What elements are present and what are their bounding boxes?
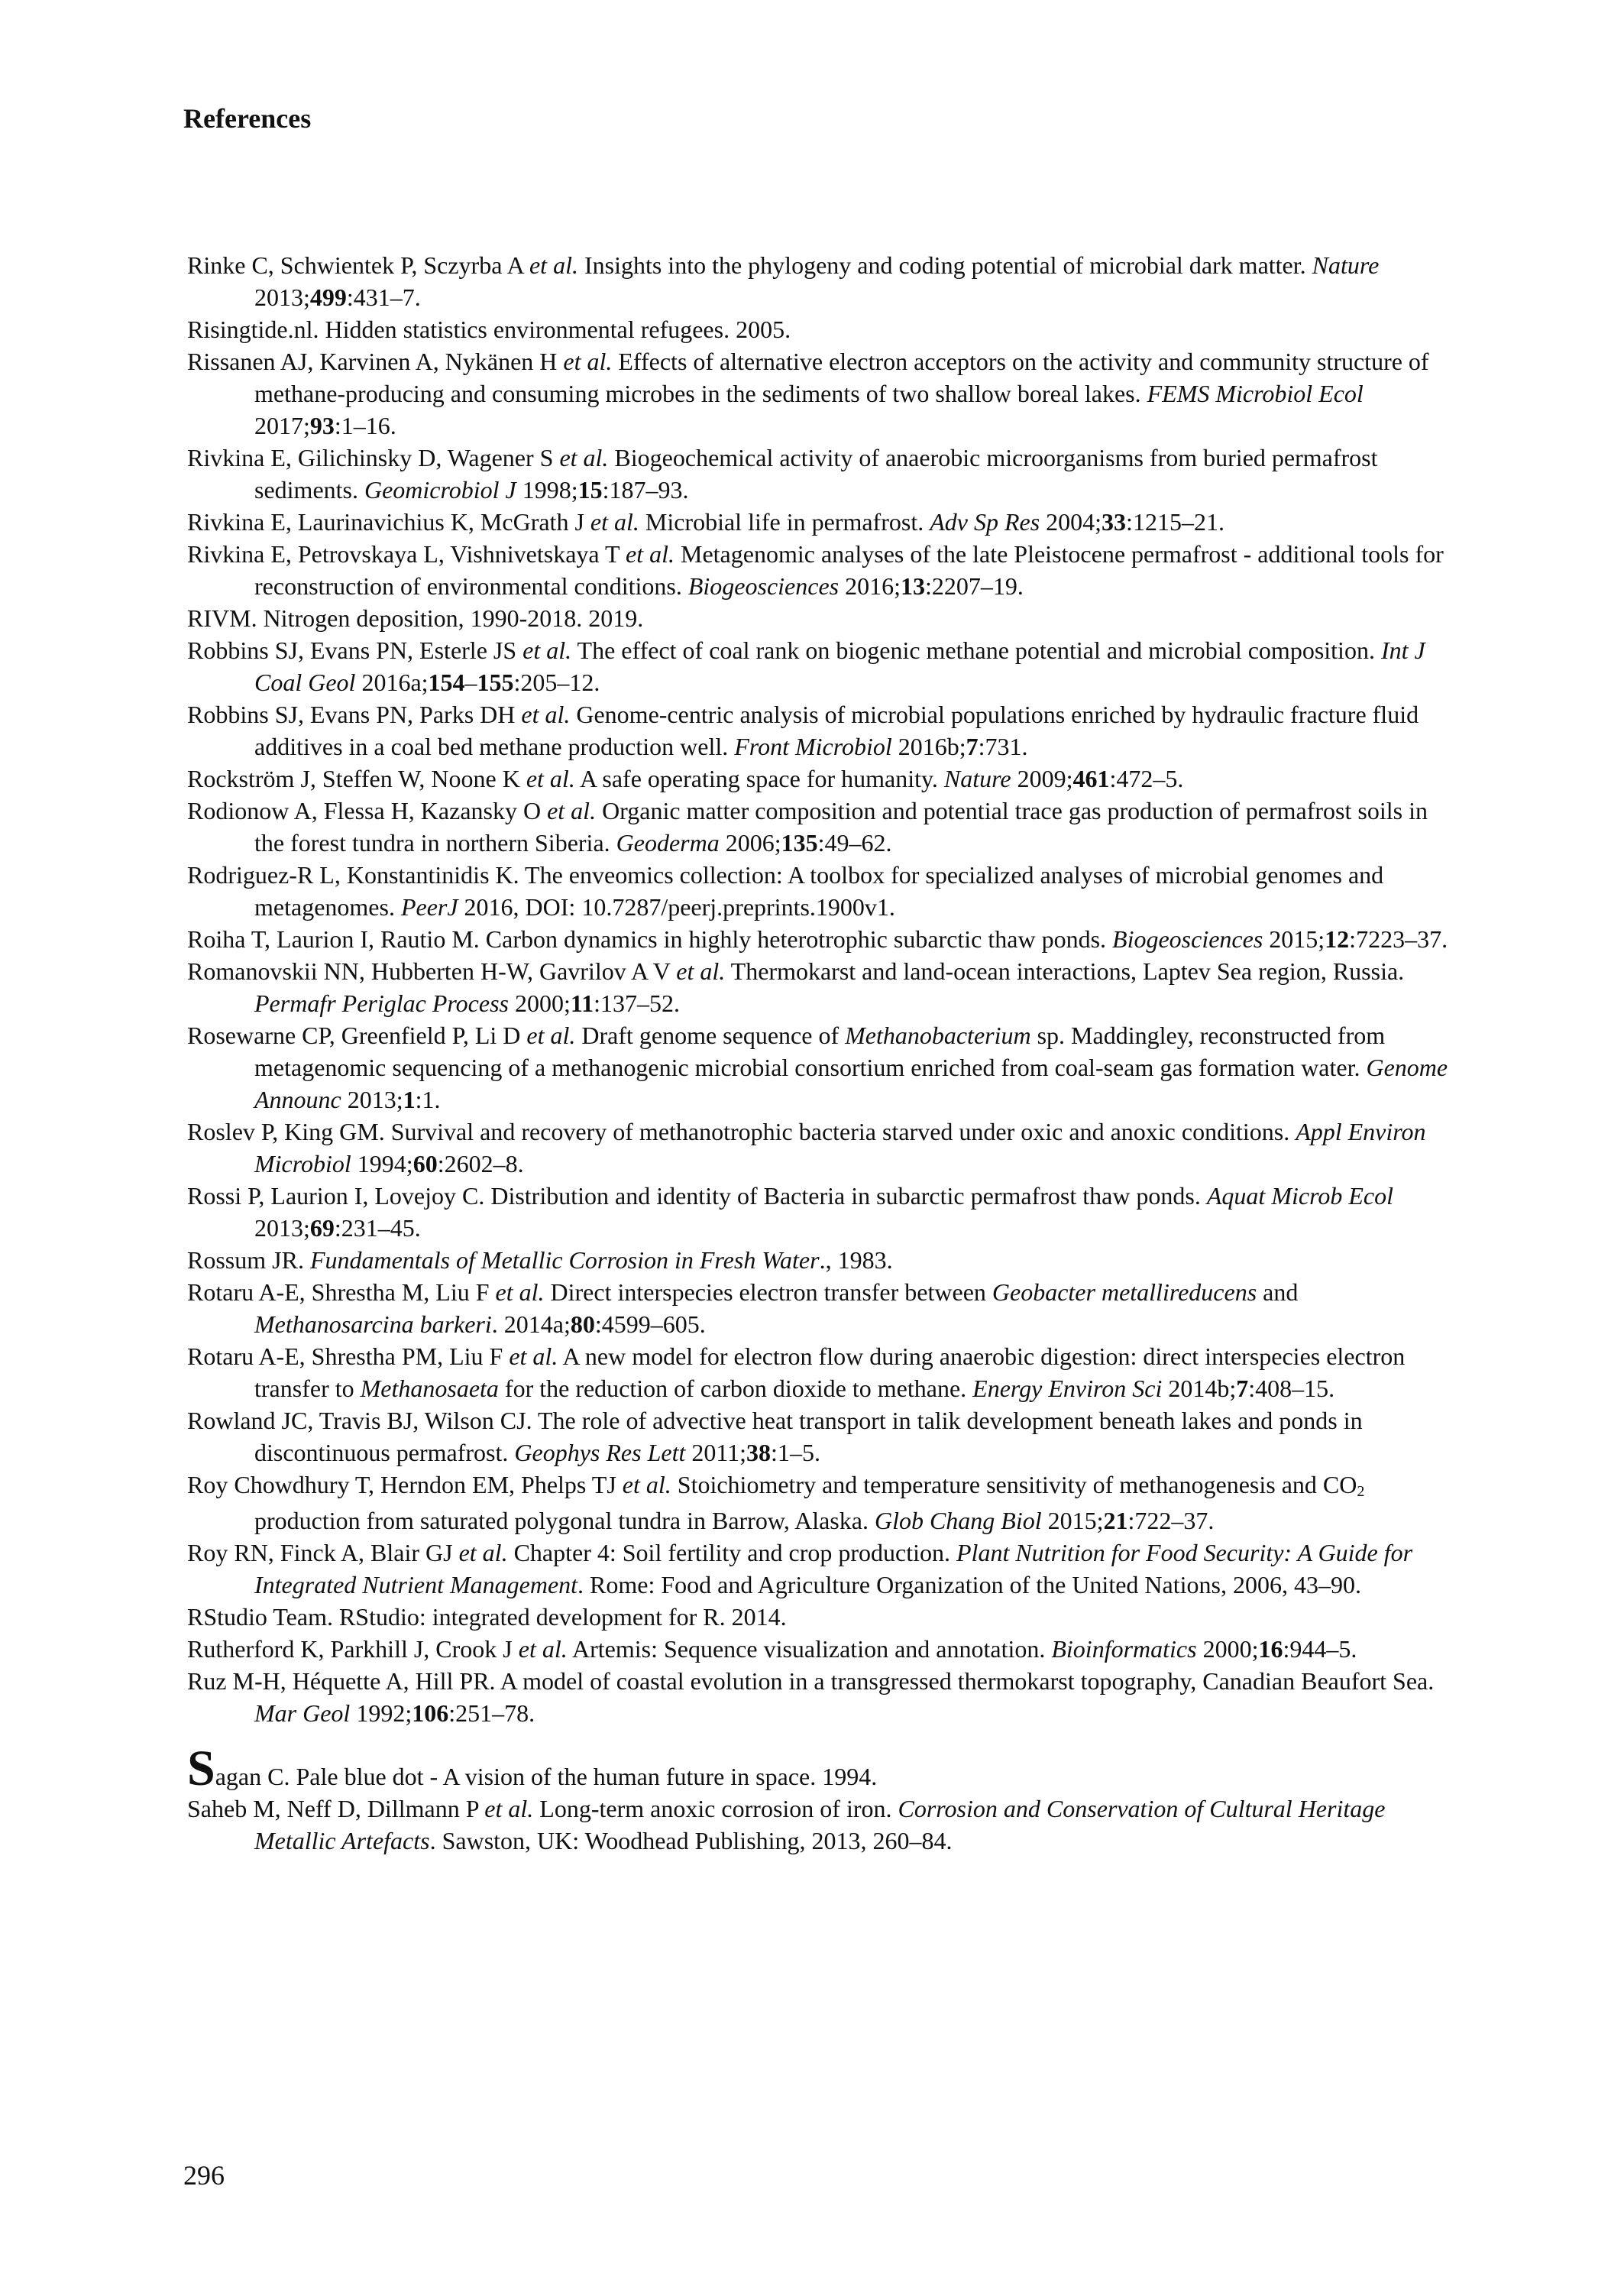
ref-text: Draft genome sequence of <box>575 1022 846 1049</box>
ref-volume: 33 <box>1102 508 1127 536</box>
ref-italic: Geoderma <box>616 829 720 857</box>
ref-volume: 80 <box>570 1310 595 1338</box>
ref-text: Insights into the phylogeny and coding potential of microbial dark matter. <box>577 251 1312 279</box>
ref-text: production from saturated polygonal tundra in Barrow, Alaska. <box>254 1507 875 1534</box>
ref-text: Rutherford K, Parkhill J, Crook J <box>187 1635 519 1663</box>
ref-text: RIVM. Nitrogen deposition, 1990-2018. 2019. <box>187 604 644 632</box>
reference-entry <box>187 1404 1455 1469</box>
ref-text: Robbins SJ, Evans PN, Parks DH <box>187 701 522 728</box>
ref-dropcap: S <box>187 1741 215 1796</box>
reference-entry <box>187 698 1455 763</box>
ref-italic: Nature <box>1312 251 1380 279</box>
ref-italic: et al. <box>509 1342 558 1370</box>
ref-italic: Genome Announc <box>254 1054 1448 1113</box>
ref-text: Rotaru A-E, Shrestha M, Liu F <box>187 1278 496 1306</box>
ref-text: . 2014a; <box>491 1310 571 1338</box>
ref-italic: et al. <box>518 1635 568 1663</box>
ref-text: Metagenomic analyses of the late Pleistocene permafrost - additional tools for reconstruction of environmental conditions. <box>254 540 1444 600</box>
reference-list <box>187 249 1455 1857</box>
ref-text: Organic matter composition and potential trace gas production of permafrost soils in the forest tundra in northern Siberia. <box>254 797 1428 857</box>
ref-text: 1992; <box>350 1699 412 1727</box>
ref-text: ., 1983. <box>819 1246 893 1274</box>
ref-text: Long-term anoxic corrosion of iron. <box>533 1795 898 1822</box>
ref-text: agan C. Pale blue dot - A vision of the human future in space. 1994. <box>215 1763 878 1790</box>
reference-entry <box>187 1469 1455 1537</box>
reference-entry <box>187 1793 1455 1857</box>
ref-text: 1998; <box>516 476 578 504</box>
ref-text: A new model for electron flow during anaerobic digestion: direct interspecies electron transfer to <box>254 1342 1406 1402</box>
ref-text: Roy Chowdhury T, Herndon EM, Phelps TJ <box>187 1471 623 1498</box>
ref-italic: et al. <box>563 348 613 375</box>
ref-italic: et al. <box>559 444 609 471</box>
ref-volume: 16 <box>1258 1635 1283 1663</box>
ref-text: Effects of alternative electron acceptors on the activity and community structure of methane-producing and consuming microbes in the sediments of two shallow boreal lakes. <box>254 348 1429 407</box>
ref-volume: 7 <box>1236 1375 1249 1402</box>
ref-text: Ruz M-H, Héquette A, Hill PR. A model of coastal evolution in a transgressed thermokarst topography, Canadian Beaufort Sea. <box>187 1667 1435 1695</box>
ref-volume: 12 <box>1325 925 1350 953</box>
reference-entry <box>187 345 1455 442</box>
ref-text: 2013; <box>341 1086 403 1113</box>
ref-text: :2602–8. <box>437 1150 524 1177</box>
ref-italic: Geobacter metallireducens <box>992 1278 1257 1306</box>
ref-italic: Permafr Periglac Process <box>254 989 509 1017</box>
ref-text: :7223–37. <box>1349 925 1448 953</box>
ref-text: . Sawston, UK: Woodhead Publishing, 2013, 260–84. <box>429 1827 953 1854</box>
ref-italic: et al. <box>590 508 639 536</box>
ref-text: Genome-centric analysis of microbial populations enriched by hydraulic fracture fluid additives in a coal bed methane production well. <box>254 701 1419 760</box>
ref-italic: Geomicrobiol J <box>364 476 516 504</box>
ref-text: Rinke C, Schwientek P, Sczyrba A <box>187 251 529 279</box>
ref-text: :944–5. <box>1283 1635 1357 1663</box>
ref-italic: Adv Sp Res <box>930 508 1040 536</box>
ref-italic: FEMS Microbiol Ecol <box>1147 380 1364 407</box>
reference-entry <box>187 1244 1455 1276</box>
ref-italic: Mar Geol <box>254 1699 351 1727</box>
reference-entry <box>187 1537 1455 1601</box>
ref-italic: et al. <box>626 540 675 568</box>
ref-italic: Bioinformatics <box>1051 1635 1197 1663</box>
ref-text: Rivkina E, Petrovskaya L, Vishnivetskaya T <box>187 540 626 568</box>
ref-text: and <box>1257 1278 1299 1306</box>
ref-text: 2017; <box>254 412 310 439</box>
ref-text: :49–62. <box>817 829 892 857</box>
ref-text: Rivkina E, Gilichinsky D, Wagener S <box>187 444 560 471</box>
ref-italic: et al. <box>526 765 575 792</box>
ref-italic: Plant Nutrition for Food Security: A Guide for Integrated Nutrient Management <box>254 1539 1413 1598</box>
ref-volume: 461 <box>1072 765 1110 792</box>
reference-entry <box>187 795 1455 859</box>
ref-italic: Energy Environ Sci <box>972 1375 1163 1402</box>
ref-volume: 154 <box>428 669 465 696</box>
ref-volume: 11 <box>570 989 594 1017</box>
ref-text: Rockström J, Steffen W, Noone K <box>187 765 526 792</box>
ref-italic: Corrosion and Conservation of Cultural Heritage Metallic Artefacts <box>254 1795 1386 1854</box>
ref-italic: Nature <box>943 765 1011 792</box>
ref-text: Thermokarst and land-ocean interactions, Laptev Sea region, Russia. <box>725 957 1405 985</box>
ref-text: :731. <box>978 733 1028 760</box>
ref-text: sp. Maddingley, reconstructed from metagenomic sequencing of a methanogenic microbial consortium enriched from coal-seam gas formation water. <box>254 1022 1386 1081</box>
ref-text: :231–45. <box>334 1214 421 1242</box>
ref-volume: 1 <box>403 1086 416 1113</box>
ref-italic: et al. <box>495 1278 545 1306</box>
ref-subscript: 2 <box>1357 1483 1365 1500</box>
ref-text: Rissanen AJ, Karvinen A, Nykänen H <box>187 348 564 375</box>
reference-entry <box>187 313 1455 345</box>
ref-volume: 93 <box>309 412 335 439</box>
ref-italic: et al. <box>526 1022 576 1049</box>
ref-text: 2016a; <box>355 669 429 696</box>
ref-text: 2011; <box>685 1439 747 1466</box>
page-heading: References <box>183 103 312 134</box>
ref-text: The effect of coal rank on biogenic methane potential and microbial composition. <box>571 636 1381 664</box>
reference-entry <box>187 1601 1455 1633</box>
reference-entry <box>187 923 1455 955</box>
ref-text: Rotaru A-E, Shrestha PM, Liu F <box>187 1342 510 1370</box>
ref-italic: et al. <box>547 797 597 824</box>
ref-volume: 155 <box>477 669 514 696</box>
reference-entry <box>187 602 1455 634</box>
ref-text: – <box>464 669 477 696</box>
ref-volume: 15 <box>577 476 603 504</box>
ref-text: Romanovskii NN, Hubberten H-W, Gavrilov A V <box>187 957 677 985</box>
ref-italic: Int J Coal Geol <box>254 636 1425 696</box>
ref-italic: Geophys Res Lett <box>514 1439 686 1466</box>
ref-italic: et al. <box>458 1539 508 1566</box>
ref-text: :1. <box>415 1086 441 1113</box>
ref-italic: Biogeosciences <box>1112 925 1263 953</box>
ref-italic: Fundamentals of Metallic Corrosion in Fresh Water <box>309 1246 820 1274</box>
ref-volume: 13 <box>901 572 925 600</box>
reference-entry <box>187 1665 1455 1729</box>
ref-text: Stoichiometry and temperature sensitivity of methanogenesis and CO <box>671 1471 1357 1498</box>
ref-italic: et al. <box>622 1471 671 1498</box>
ref-text: :2207–19. <box>925 572 1024 600</box>
ref-text: Roiha T, Laurion I, Rautio M. Carbon dynamics in highly heterotrophic subarctic thaw ponds. <box>187 925 1113 953</box>
ref-volume: 7 <box>966 733 979 760</box>
ref-text: 2000; <box>1196 1635 1259 1663</box>
ref-text: Saheb M, Neff D, Dillmann P <box>187 1795 485 1822</box>
ref-text: 2016, DOI: 10.7287/peerj.preprints.1900v1. <box>458 893 895 921</box>
ref-text: Rivkina E, Laurinavichius K, McGrath J <box>187 508 590 536</box>
ref-text: 2014b; <box>1162 1375 1237 1402</box>
ref-volume: 38 <box>746 1439 772 1466</box>
ref-text: :4599–605. <box>594 1310 706 1338</box>
ref-text: 2013; <box>254 283 310 311</box>
ref-text: Rodriguez-R L, Konstantinidis K. The enveomics collection: A toolbox for specialized analyses of microbial genomes and metagenomes. <box>187 861 1384 921</box>
ref-text: . Rome: Food and Agriculture Organization of the United Nations, 2006, 43–90. <box>577 1571 1361 1598</box>
ref-text: Risingtide.nl. Hidden statistics environmental refugees. 2005. <box>187 316 791 343</box>
ref-text: Rossum JR. <box>187 1246 310 1274</box>
ref-text: Rodionow A, Flessa H, Kazansky O <box>187 797 548 824</box>
ref-italic: Biogeosciences <box>687 572 839 600</box>
ref-text: :1–16. <box>334 412 396 439</box>
ref-text: Chapter 4: Soil fertility and crop production. <box>507 1539 956 1566</box>
ref-text: 2016; <box>839 572 901 600</box>
ref-text: RStudio Team. RStudio: integrated development for R. 2014. <box>187 1603 787 1631</box>
ref-volume: 135 <box>781 829 818 857</box>
ref-text: Roy RN, Finck A, Blair GJ <box>187 1539 459 1566</box>
ref-italic: Appl Environ Microbiol <box>254 1118 1426 1177</box>
reference-entry <box>187 859 1455 923</box>
ref-text: A safe operating space for humanity. <box>574 765 944 792</box>
ref-text: for the reduction of carbon dioxide to methane. <box>498 1375 973 1402</box>
ref-italic: et al. <box>484 1795 534 1822</box>
ref-text: Rosewarne CP, Greenfield P, Li D <box>187 1022 527 1049</box>
reference-entry <box>187 763 1455 795</box>
ref-text: 2006; <box>719 829 781 857</box>
ref-text: :205–12. <box>513 669 600 696</box>
ref-italic: Glob Chang Biol <box>874 1507 1042 1534</box>
reference-entry <box>187 1276 1455 1340</box>
reference-entry <box>187 1741 1455 1796</box>
ref-text: Biogeochemical activity of anaerobic microorganisms from buried permafrost sediments. <box>254 444 1378 504</box>
ref-italic: Methanobacterium <box>845 1022 1031 1049</box>
ref-text: Roslev P, King GM. Survival and recovery of methanotrophic bacteria starved under oxic and anoxic conditions. <box>187 1118 1296 1145</box>
ref-italic: PeerJ <box>400 893 458 921</box>
ref-text: 2015; <box>1263 925 1325 953</box>
ref-text: :722–37. <box>1127 1507 1215 1534</box>
ref-text: Direct interspecies electron transfer between <box>544 1278 992 1306</box>
page-number: 296 <box>183 2160 225 2191</box>
reference-entry <box>187 1340 1455 1404</box>
ref-text: :431–7. <box>346 283 421 311</box>
ref-italic: Methanosarcina barkeri <box>254 1310 492 1338</box>
ref-text: 2004; <box>1040 508 1102 536</box>
ref-text: :251–78. <box>448 1699 535 1727</box>
ref-volume: 21 <box>1103 1507 1128 1534</box>
ref-italic: et al. <box>676 957 726 985</box>
ref-text: :137–52. <box>594 989 680 1017</box>
ref-volume: 499 <box>309 283 347 311</box>
ref-text: Rowland JC, Travis BJ, Wilson CJ. The role of advective heat transport in talik development beneath lakes and ponds in discontinuous permafrost. <box>187 1407 1363 1466</box>
ref-text: 2016b; <box>891 733 966 760</box>
ref-text: 2013; <box>254 1214 310 1242</box>
ref-text: :187–93. <box>602 476 689 504</box>
reference-entry <box>187 538 1455 602</box>
ref-text: :472–5. <box>1109 765 1184 792</box>
ref-italic: et al. <box>522 636 572 664</box>
reference-entry <box>187 249 1455 313</box>
ref-text: :1–5. <box>771 1439 820 1466</box>
ref-text: 2015; <box>1041 1507 1104 1534</box>
ref-text: Rossi P, Laurion I, Lovejoy C. Distribution and identity of Bacteria in subarctic permafrost thaw ponds. <box>187 1182 1207 1210</box>
reference-entry <box>187 1019 1455 1116</box>
ref-italic: et al. <box>529 251 578 279</box>
ref-volume: 69 <box>309 1214 335 1242</box>
ref-text: :1215–21. <box>1126 508 1224 536</box>
reference-entry <box>187 506 1455 538</box>
ref-italic: Methanosaeta <box>360 1375 499 1402</box>
reference-entry <box>187 1633 1455 1665</box>
ref-italic: Aquat Microb Ecol <box>1206 1182 1393 1210</box>
ref-text: Robbins SJ, Evans PN, Esterle JS <box>187 636 523 664</box>
ref-text: :408–15. <box>1248 1375 1335 1402</box>
ref-volume: 106 <box>412 1699 449 1727</box>
ref-text: 2000; <box>508 989 571 1017</box>
ref-text: 1994; <box>351 1150 413 1177</box>
reference-entry <box>187 634 1455 698</box>
ref-text: Microbial life in permafrost. <box>639 508 930 536</box>
reference-entry <box>187 1116 1455 1180</box>
reference-entry <box>187 442 1455 506</box>
ref-italic: et al. <box>521 701 571 728</box>
ref-volume: 60 <box>412 1150 438 1177</box>
ref-text: Artemis: Sequence visualization and annotation. <box>567 1635 1052 1663</box>
reference-entry <box>187 1180 1455 1244</box>
ref-text: 2009; <box>1011 765 1073 792</box>
reference-entry <box>187 955 1455 1019</box>
ref-italic: Front Microbiol <box>734 733 892 760</box>
